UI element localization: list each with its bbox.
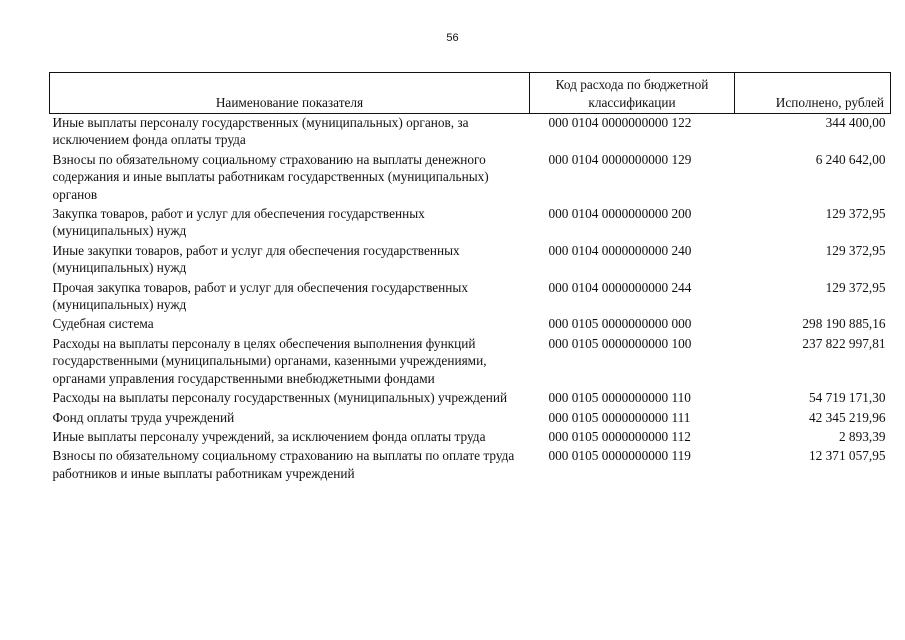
row-indicator-name: Взносы по обязательному социальному страхованию на выплаты по оплате труда работников и иные выплаты работникам учреждений — [52, 448, 515, 481]
header-executed-amount: Исполнено, рублей — [735, 73, 891, 114]
table-row — [50, 114, 891, 151]
table-row — [50, 315, 891, 334]
row-executed-amount: 12 371 057,95 — [809, 448, 886, 464]
table-row — [50, 279, 891, 316]
row-executed-amount: 129 372,95 — [825, 279, 886, 295]
row-executed-amount: 54 719 171,30 — [809, 390, 886, 406]
table-row — [50, 447, 891, 484]
row-executed-amount: 42 345 219,96 — [809, 409, 886, 425]
page-number: 56 — [446, 32, 459, 44]
row-budget-code: 000 0104 0000000000 244 — [548, 279, 692, 295]
row-indicator-name: Фонд оплаты труда учреждений — [52, 409, 235, 425]
row-indicator-name: Иные выплаты персоналу государственных (муниципальных) органов, за исключением фонда оплаты труда — [52, 115, 469, 148]
table-body — [50, 114, 891, 485]
row-indicator-name: Прочая закупка товаров, работ и услуг для обеспечения государственных (муниципальных) нужд — [52, 279, 468, 313]
row-budget-code: 000 0104 0000000000 240 — [548, 242, 692, 258]
table-row — [50, 242, 891, 279]
row-budget-code: 000 0105 0000000000 111 — [548, 409, 691, 425]
row-executed-amount: 237 822 997,81 — [802, 335, 886, 351]
row-executed-amount: 129 372,95 — [825, 242, 886, 258]
header-row — [50, 73, 891, 114]
row-budget-code: 000 0105 0000000000 100 — [548, 335, 692, 351]
table-row — [50, 409, 891, 428]
row-budget-code: 000 0104 0000000000 129 — [548, 151, 692, 167]
row-executed-amount: 2 893,39 — [838, 428, 886, 444]
table-header — [50, 73, 891, 114]
table-row — [50, 151, 891, 205]
table-row — [50, 335, 891, 389]
table-row — [50, 428, 891, 447]
row-indicator-name: Расходы на выплаты персоналу в целях обеспечения выполнения функций государственными (муниципальными) органами, казенными учреждениями, органами управления государственными внебюджетными фондами — [52, 335, 487, 386]
header-budget-code: Код расхода по бюджетной классификации — [530, 73, 735, 114]
row-budget-code: 000 0105 0000000000 112 — [548, 428, 691, 444]
row-budget-code: 000 0105 0000000000 000 — [548, 316, 692, 332]
row-budget-code: 000 0104 0000000000 200 — [548, 206, 692, 222]
row-indicator-name: Закупка товаров, работ и услуг для обеспечения государственных (муниципальных) нужд — [52, 206, 425, 239]
row-budget-code: 000 0105 0000000000 110 — [548, 390, 691, 406]
row-budget-code: 000 0104 0000000000 122 — [548, 115, 692, 130]
header-indicator-name: Наименование показателя — [50, 73, 530, 114]
row-indicator-name: Взносы по обязательному социальному страхованию на выплаты денежного содержания и иные выплаты работникам государственных (муниципальных) органов — [52, 151, 489, 202]
row-indicator-name: Иные выплаты персоналу учреждений, за исключением фонда оплаты труда — [52, 428, 486, 444]
table-row — [50, 389, 891, 408]
row-executed-amount: 344 400,00 — [825, 115, 886, 130]
row-executed-amount: 298 190 885,16 — [802, 316, 886, 332]
row-executed-amount: 129 372,95 — [825, 206, 886, 222]
table-row — [50, 205, 891, 242]
row-indicator-name: Расходы на выплаты персоналу государственных (муниципальных) учреждений — [52, 390, 508, 406]
row-executed-amount: 6 240 642,00 — [815, 151, 886, 167]
row-indicator-name: Иные закупки товаров, работ и услуг для обеспечения государственных (муниципальных) нужд — [52, 242, 460, 276]
row-budget-code: 000 0105 0000000000 119 — [548, 448, 691, 464]
row-indicator-name: Судебная система — [52, 316, 154, 332]
budget-report-table — [49, 72, 891, 484]
